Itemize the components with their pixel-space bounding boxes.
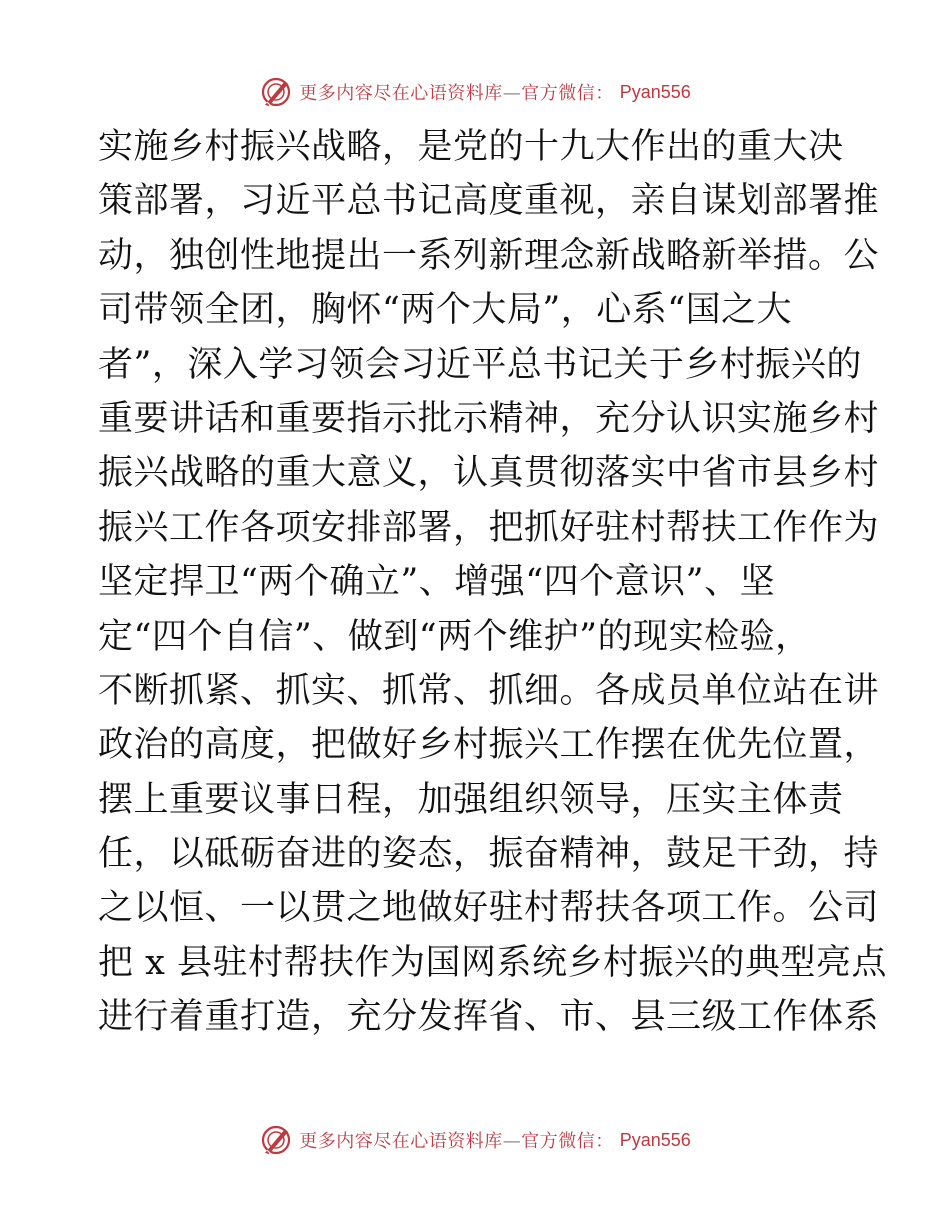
text-line: 政治的高度，把做好乡村振兴工作摆在优先位置， bbox=[98, 725, 880, 766]
text-line: 把 x 县驻村帮扶作为国网系统乡村振兴的典型亮点 bbox=[98, 942, 887, 983]
quill-seal-icon bbox=[259, 1123, 293, 1157]
body-text bbox=[98, 120, 887, 1045]
text-line: 策部署，习近平总书记高度重视，亲自谋划部署推 bbox=[98, 181, 880, 222]
text-line: 动，独创性地提出一系列新理念新战略新举措。公 bbox=[98, 235, 880, 276]
text-line: 振兴战略的重大意义，认真贯彻落实中省市县乡村 bbox=[98, 453, 880, 494]
text-line: 振兴工作各项安排部署，把抓好驻村帮扶工作作为 bbox=[98, 507, 880, 548]
text-line: 定“四个自信”、做到“两个维护”的现实检验， bbox=[98, 616, 811, 657]
text-line: 摆上重要议事日程，加强组织领导，压实主体责 bbox=[98, 779, 844, 820]
quill-seal-icon bbox=[259, 75, 293, 109]
text-line: 不断抓紧、抓实、抓常、抓细。各成员单位站在讲 bbox=[98, 670, 880, 711]
header-watermark bbox=[0, 72, 950, 112]
text-line: 之以恒、一以贯之地做好驻村帮扶各项工作。公司 bbox=[98, 888, 880, 929]
watermark-wechat-id: Pyan556 bbox=[619, 81, 691, 102]
text-line: 坚定捍卫“两个确立”、增强“四个意识”、坚 bbox=[98, 562, 776, 603]
text-line: 进行着重打造，充分发挥省、市、县三级工作体系 bbox=[98, 997, 880, 1038]
watermark-text: 更多内容尽在心语资料库—官方微信： bbox=[299, 1131, 614, 1152]
footer-watermark bbox=[0, 1120, 950, 1160]
text-line: 任，以砥砺奋进的姿态，振奋精神，鼓足干劲，持 bbox=[98, 834, 880, 875]
watermark-wechat-id: Pyan556 bbox=[619, 1129, 691, 1150]
text-line: 实施乡村振兴战略，是党的十九大作出的重大决 bbox=[98, 127, 844, 167]
text-line: 重要讲话和重要指示批示精神，充分认识实施乡村 bbox=[98, 398, 880, 439]
watermark-text: 更多内容尽在心语资料库—官方微信： bbox=[299, 83, 614, 104]
text-line: 司带领全团，胸怀“两个大局”，心系“国之大 bbox=[98, 290, 793, 331]
text-line: 者”，深入学习领会习近平总书记关于乡村振兴的 bbox=[98, 344, 862, 385]
